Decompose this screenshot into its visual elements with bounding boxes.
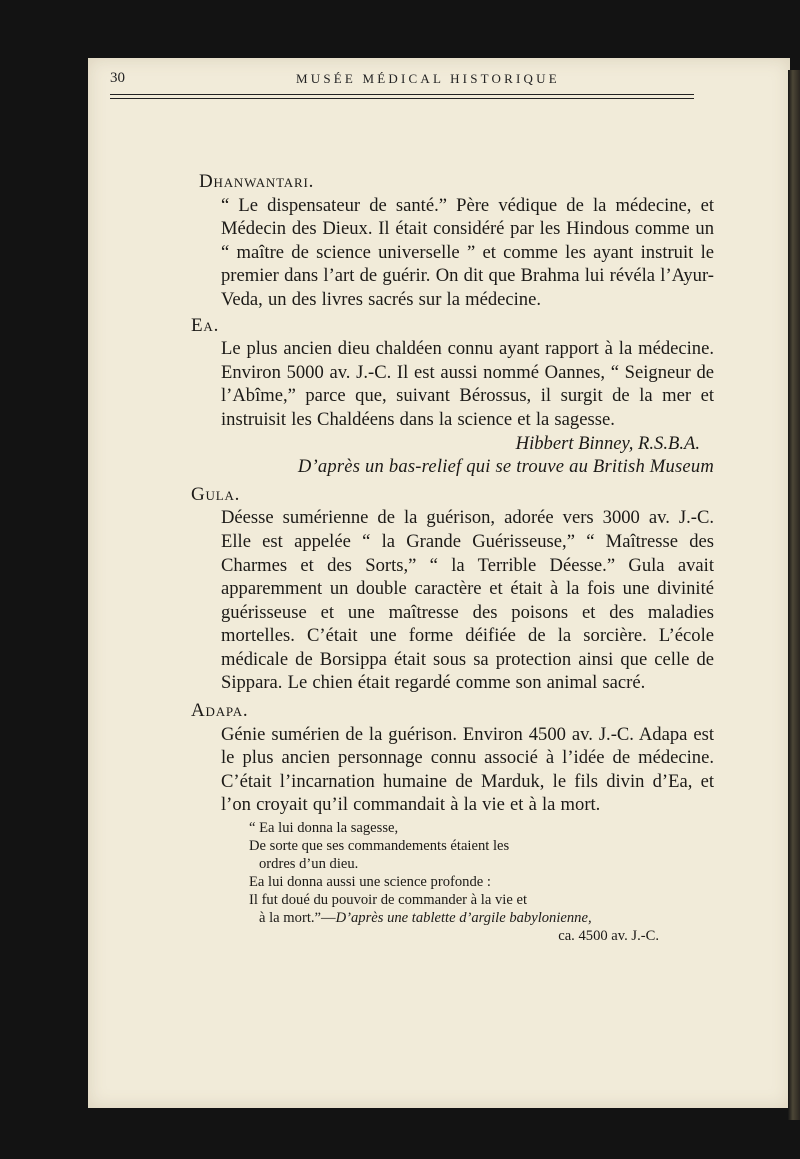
- quotation-line: Ea lui donna aussi une science profonde :: [249, 874, 491, 891]
- quotation-line: “ Ea lui donna la sagesse,: [249, 820, 399, 837]
- ea-attribution-author: Hibbert Binney, R.S.B.A.: [515, 432, 700, 454]
- page-edge: [788, 70, 800, 1120]
- entry-heading-gula: [191, 483, 714, 507]
- entry-heading-text: Ea.: [191, 314, 220, 336]
- quotation-line: [249, 909, 659, 927]
- page-content: [191, 170, 714, 945]
- entry-heading-adapa: [191, 699, 714, 723]
- adapa-quotation: [249, 819, 659, 945]
- entry-body-dhanwantari: “ Le dispensateur de santé.” Père védique de la médecine, et Médecin des Dieux. Il était considéré par les Hindous comme un “ maître de science universelle ” et comme les ayant instruit le premier dans l’art de guérir. On dit que Brahma lui révéla l’Ayur-Veda, un des livres sacrés sur la médecine.: [221, 194, 714, 310]
- entry-body-gula: Déesse sumérienne de la guérison, adorée vers 3000 av. J.-C. Elle est appelée “ la Grande Guérisseuse,” “ Maîtresse des Charmes et des Sorts,” “ la Terrible Déesse.” Gula avait apparemment un double caractère et était à la fois une divinité guérisseuse et une maîtresse des poisons et des maladies mortelles. C’était une forme déifiée de la sorcière. L’école médicale de Borsippa était sous sa protection ainsi que celle de Sippara. Le chien était regardé comme son animal sacré.: [221, 507, 714, 694]
- quotation-source: D’après une tablette d’argile babylonienne,: [335, 910, 592, 927]
- ea-attribution-source: D’après un bas-relief qui se trouve au British Museum: [297, 456, 714, 478]
- entry-body-adapa: Génie sumérien de la guérison. Environ 4500 av. J.-C. Adapa est le plus ancien personnage connu associé à l’idée de médecine. C’était l’incarnation humaine de Marduk, le fils divin d’Ea, et l’on croyait qu’il commandait à la vie et à la mort.: [221, 723, 714, 816]
- quotation-line: ordres d’un dieu.: [259, 856, 359, 873]
- quotation-line-text: à la mort.”—: [259, 910, 336, 927]
- header-rule-thick: [110, 94, 694, 95]
- entry-heading-text: Gula.: [191, 483, 241, 505]
- entry-heading-text: Dhanwantari.: [199, 171, 315, 192]
- quotation-date: ca. 4500 av. J.-C.: [558, 928, 659, 945]
- header-rule-thin: [110, 98, 694, 99]
- entry-heading-text: Adapa.: [191, 700, 249, 722]
- quotation-line: Il fut doué du pouvoir de commander à la vie et: [249, 892, 528, 909]
- entry-body-ea: Le plus ancien dieu chaldéen connu ayant rapport à la médecine. Environ 5000 av. J.-C. Il est aussi nommé Oannes, “ Seigneur de l’Abîme,” parce que, suivant Bérossus, il surgit de la mer et instruisit les Chaldéens dans la science et la sagesse.: [221, 338, 714, 430]
- quotation-line: De sorte que ses commandements étaient les: [249, 838, 510, 855]
- entry-heading-ea: [191, 314, 714, 338]
- entry-heading-dhanwantari: [199, 170, 714, 194]
- running-title: MUSÉE MÉDICAL HISTORIQUE: [296, 71, 560, 86]
- page-number: 30: [110, 70, 125, 86]
